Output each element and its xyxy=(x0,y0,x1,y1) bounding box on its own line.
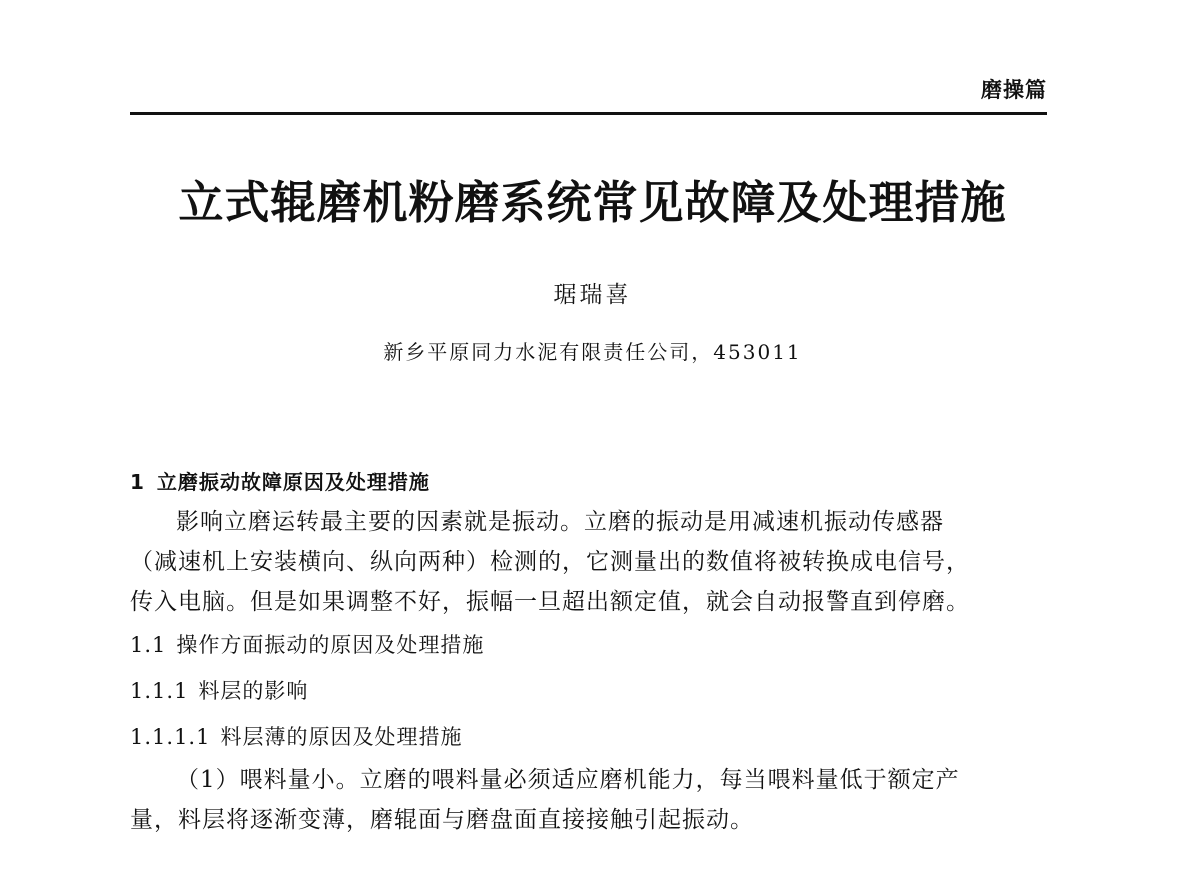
section-heading-1-1-1 xyxy=(130,668,1050,714)
section-title: 立磨振动故障原因及处理措施 xyxy=(156,470,430,494)
section-number: 1.1.1.1 xyxy=(130,725,211,749)
section-title: 料层的影响 xyxy=(198,679,309,703)
running-header-section: 磨操篇 xyxy=(981,78,1047,102)
paragraph-line: （1）喂料量小。立磨的喂料量必须适应磨机能力，每当喂料量低于额定产 xyxy=(176,767,960,793)
paragraph-feed-rate xyxy=(130,760,1050,840)
article-author: 琚瑞喜 xyxy=(553,282,632,308)
section-title: 操作方面振动的原因及处理措施 xyxy=(176,633,485,657)
paragraph-line: 传入电脑。但是如果调整不好，振幅一旦超出额定值，就会自动报警直到停磨。 xyxy=(130,589,970,615)
section-number: 1 xyxy=(130,470,145,494)
paragraph-vibration-intro xyxy=(130,502,1050,622)
section-heading-1-1 xyxy=(130,622,1050,668)
article-affiliation: 新乡平原同力水泥有限责任公司，453011 xyxy=(383,340,802,364)
paragraph-line: 影响立磨运转最主要的因素就是振动。立磨的振动是用减速机振动传感器 xyxy=(176,509,944,535)
paragraph-line: （减速机上安装横向、纵向两种）检测的，它测量出的数值将被转换成电信号， xyxy=(130,549,970,575)
section-title: 料层薄的原因及处理措施 xyxy=(220,725,463,749)
paragraph-line: 量，料层将逐渐变薄，磨辊面与磨盘面直接接触引起振动。 xyxy=(130,807,754,833)
article-title: 立式辊磨机粉磨系统常见故障及处理措施 xyxy=(178,176,1007,229)
section-heading-1-1-1-1 xyxy=(130,714,1050,760)
section-number: 1.1.1 xyxy=(130,679,189,703)
section-number: 1.1 xyxy=(130,633,167,657)
header-rule xyxy=(130,112,1047,115)
article-body xyxy=(130,462,1050,840)
section-heading-1 xyxy=(130,462,1050,502)
